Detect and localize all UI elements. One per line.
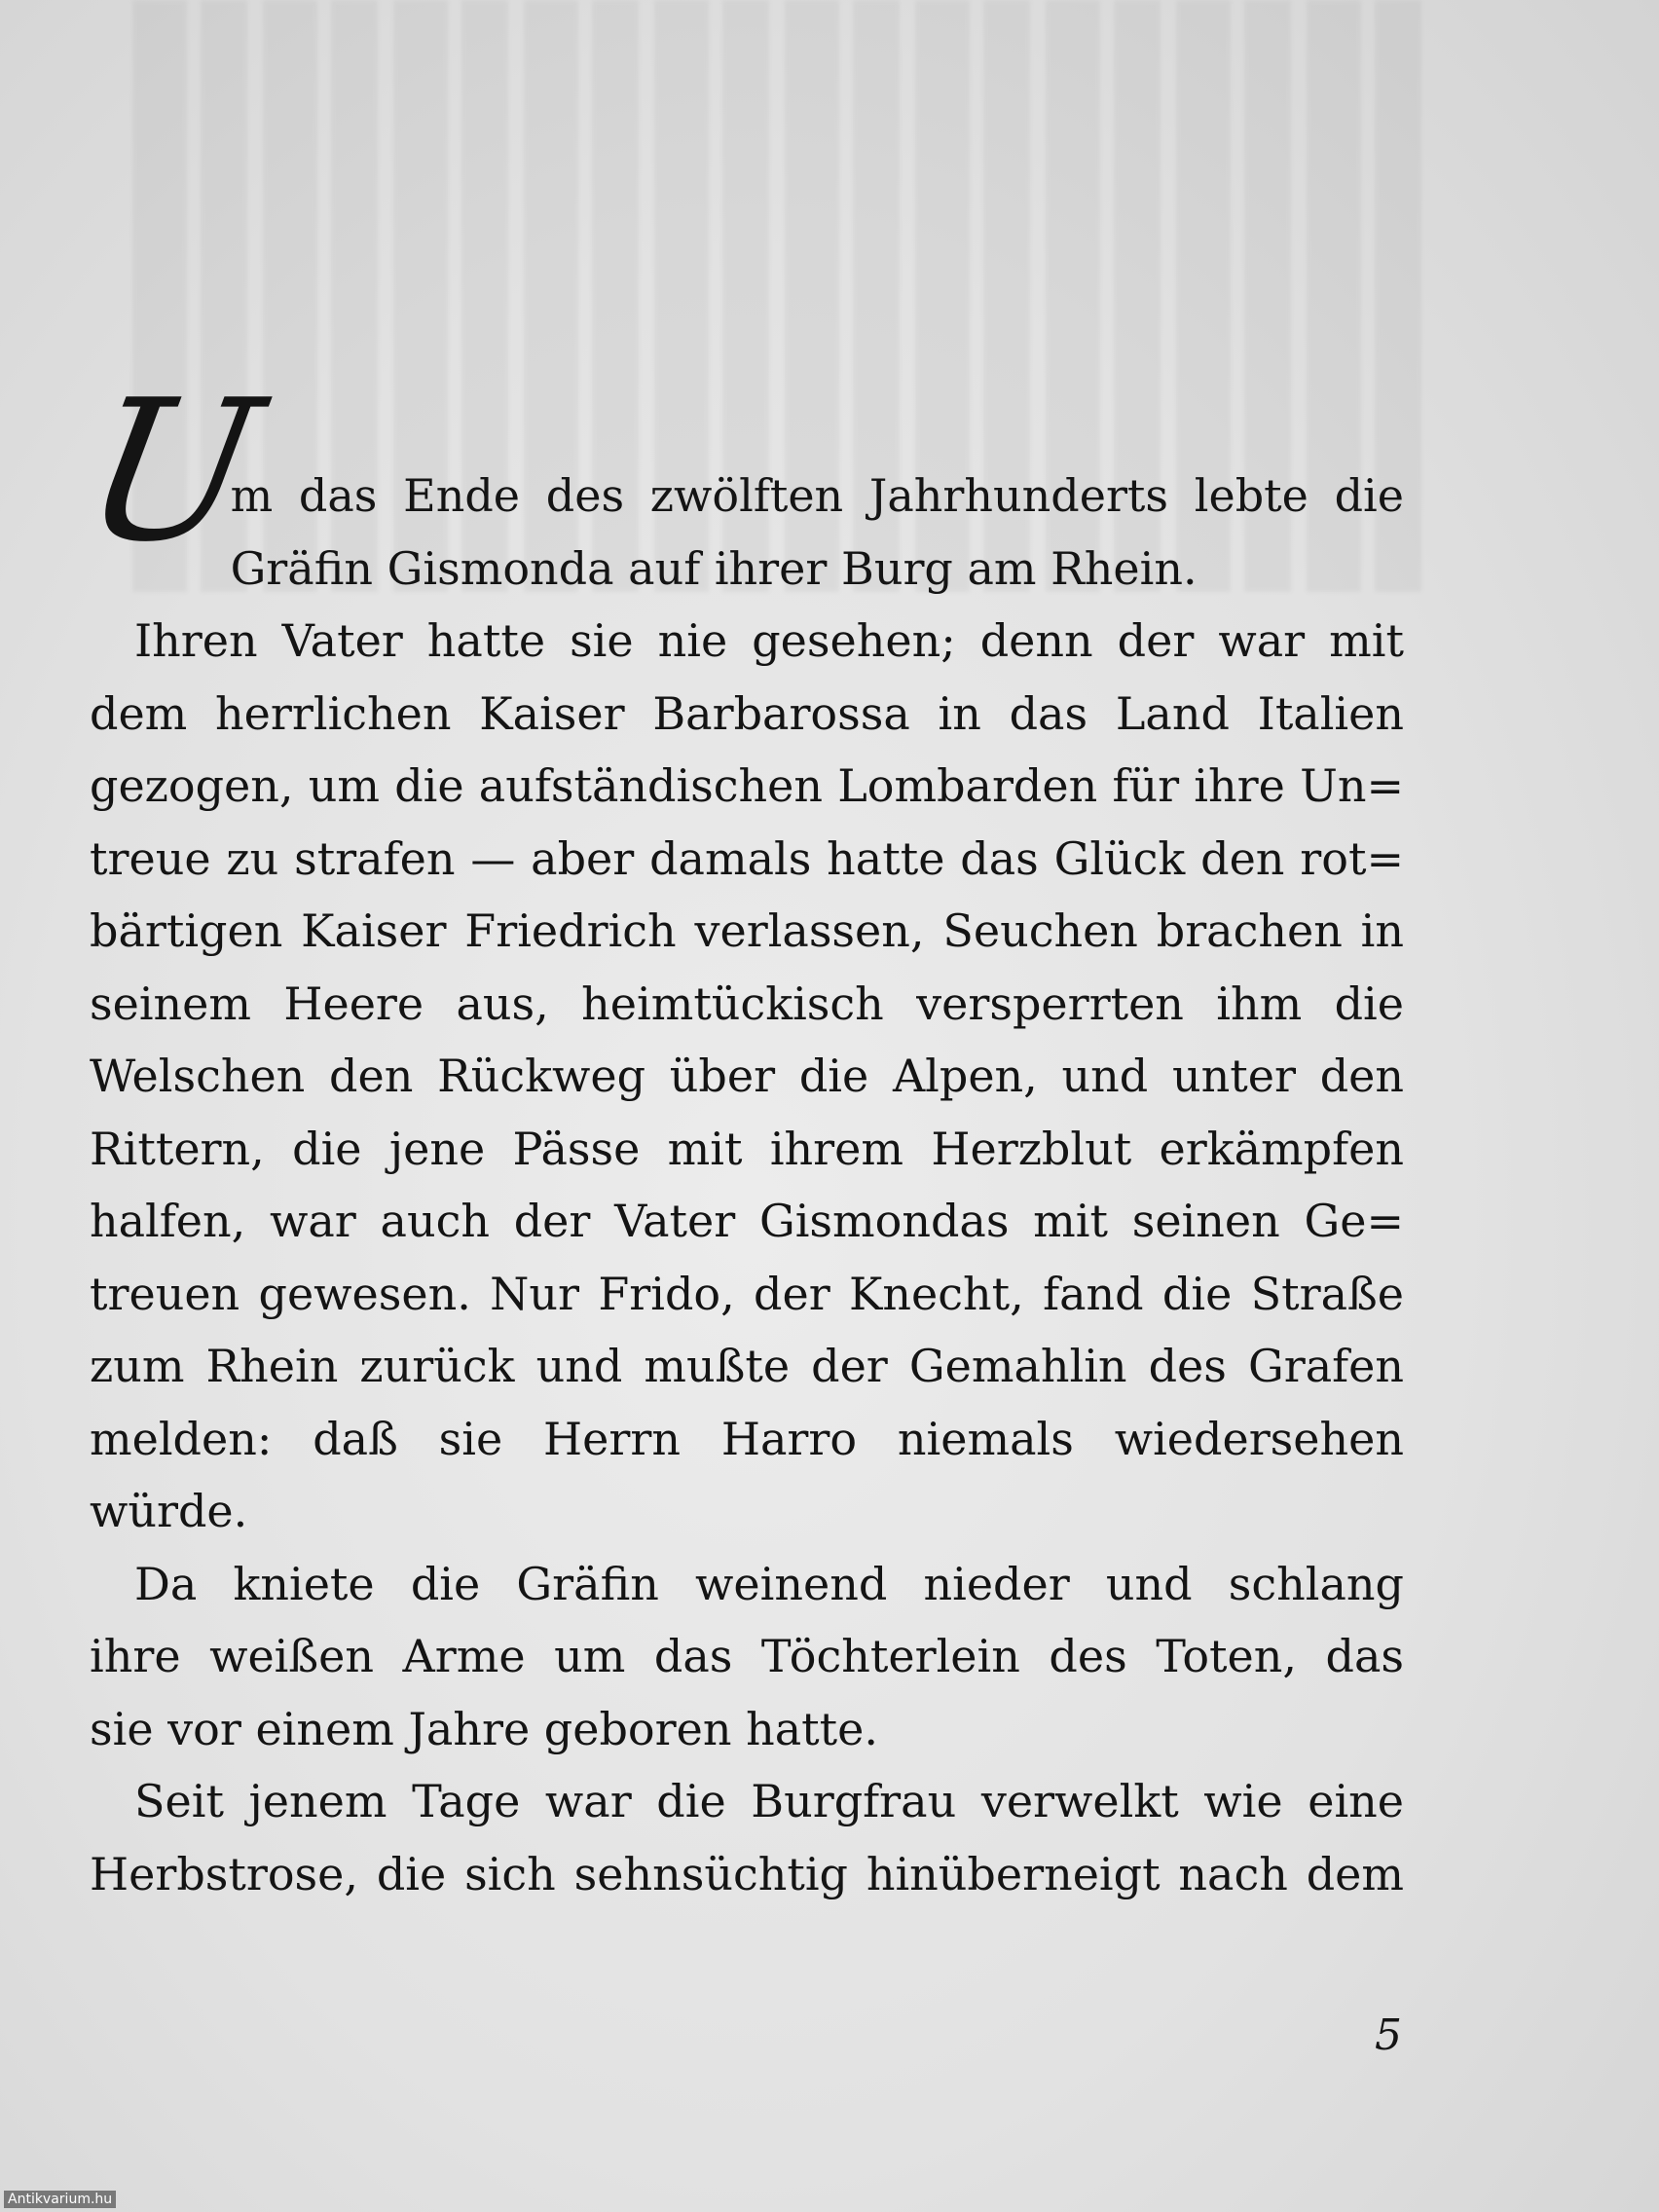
text-line: Welschen den Rückweg über die Alpen, und unter den <box>90 1050 1404 1102</box>
text-line: m das Ende des zwölften Jahrhunderts lebte die <box>230 469 1404 522</box>
page-number: 5 <box>1375 2010 1402 2060</box>
watermark: Antikvarium.hu <box>4 2191 116 2208</box>
paragraph-1 <box>69 358 1404 605</box>
text-line: seinem Heere aus, heimtückisch versperrten ihm die <box>90 977 1404 1030</box>
text-line: sie vor einem Jahre geboren hatte. <box>90 1702 878 1755</box>
text-line: halfen, war auch der Vater Gismondas mit seinen Ge= <box>90 1195 1404 1247</box>
text-line: gezogen, um die aufständischen Lombarden für ihre Un= <box>90 759 1404 812</box>
text-line: bärtigen Kaiser Friedrich verlassen, Seuchen brachen in <box>90 904 1404 957</box>
text-line: Da kniete die Gräfin weinend nieder und schlang <box>134 1557 1404 1610</box>
text-line: Seit jenem Tage war die Burgfrau verwelkt wie eine <box>134 1775 1404 1827</box>
text-line: Ihren Vater hatte sie nie gesehen; denn der war mit <box>134 614 1404 667</box>
text-line: treue zu strafen — aber damals hatte das Glück den rot= <box>90 831 1404 885</box>
text-line: Herbstrose, die sich sehnsüchtig hinüberneigt nach dem <box>90 1847 1404 1900</box>
text-line: melden: daß sie Herrn Harro niemals wiedersehen <box>90 1412 1404 1465</box>
text-line: treuen gewesen. Nur Frido, der Knecht, fand die Straße <box>90 1267 1404 1320</box>
text-line: Gräfin Gismonda auf ihrer Burg am Rhein. <box>230 541 1198 595</box>
paragraph-2 <box>90 605 1404 1548</box>
body-text <box>69 358 1404 1910</box>
text-line: zum Rhein zurück und mußte der Gemahlin des Grafen <box>90 1340 1404 1392</box>
paragraph-3 <box>90 1548 1404 1766</box>
text-line: Rittern, die jene Pässe mit ihrem Herzblut erkämpfen <box>90 1122 1404 1175</box>
text-line: ihre weißen Arme um das Töchterlein des Toten, das <box>90 1630 1404 1682</box>
drop-cap: U <box>69 358 247 585</box>
paragraph-4 <box>90 1765 1404 1910</box>
text-line: dem herrlichen Kaiser Barbarossa in das Land Italien <box>90 686 1404 740</box>
text-line: würde. <box>90 1485 248 1537</box>
